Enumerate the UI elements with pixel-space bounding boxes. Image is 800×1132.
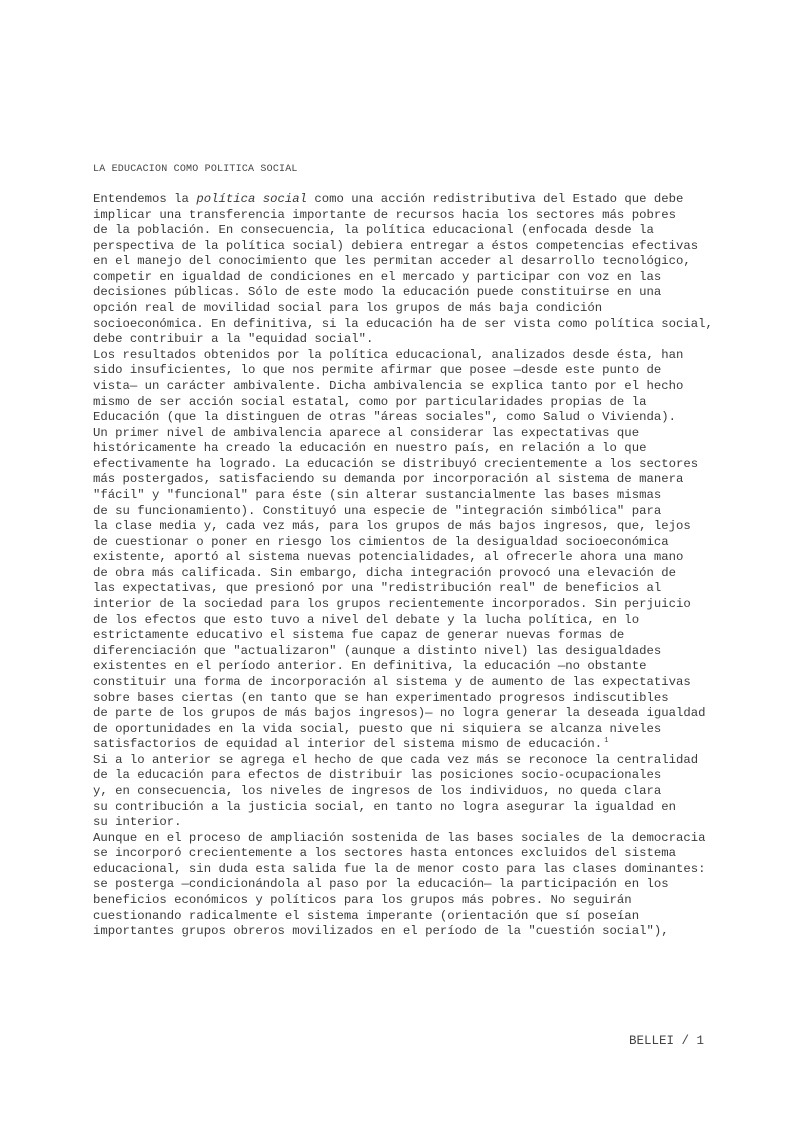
line-text: de oportunidades en la vida social, puesto que ni siquiera se alcanza niveles (93, 721, 662, 736)
line-text: Los resultados obtenidos por la política educacional, analizados desde ésta, han (93, 347, 684, 362)
body-line (93, 410, 723, 426)
body-line (93, 395, 723, 411)
line-text: existente, aportó al sistema nuevas potencialidades, al ofrecerle ahora una mano (93, 550, 684, 565)
document-body (93, 192, 723, 940)
body-line (93, 472, 723, 488)
line-text: perspectiva de la política social) debiera entregar a éstos competencias efectivas (93, 238, 699, 253)
body-line (93, 504, 723, 520)
body-line (93, 457, 723, 473)
line-text: Entendemos la (93, 192, 197, 206)
line-text: diferenciación que "actualizaron" (aunque a distinto nivel) las desigualdades (93, 643, 662, 658)
body-line (93, 363, 723, 379)
line-text: "fácil" y "funcional" para éste (sin alterar sustancialmente las bases mismas (93, 487, 662, 502)
line-text: competir en igualdad de condiciones en el mercado y participar con voz en las (93, 269, 662, 284)
body-line (93, 535, 723, 551)
line-text: satisfactorios de equidad al interior del sistema mismo de educación. (93, 737, 603, 752)
line-text: de cuestionar o poner en riesgo los cimientos de la desigualdad socioeconómica (93, 534, 669, 549)
line-text: de parte de los grupos de más bajos ingresos)— no logra generar la deseada igualdad (93, 706, 706, 721)
body-line (93, 285, 723, 301)
line-text: existentes en el período anterior. En definitiva, la educación —no obstante (93, 659, 647, 674)
body-line (93, 722, 723, 738)
line-text: mismo de ser acción social estatal, como por particularidades propias de la (93, 394, 647, 409)
body-line (93, 581, 723, 597)
body-line (93, 270, 723, 286)
line-text: opción real de movilidad social para los grupos de más baja condición (93, 301, 603, 316)
body-line (93, 768, 723, 784)
body-line (93, 862, 723, 878)
line-text: y, en consecuencia, los niveles de ingresos de los individuos, no queda clara (93, 783, 662, 798)
footnote-marker: 1 (604, 737, 609, 746)
body-line (93, 659, 723, 675)
body-line (93, 332, 723, 348)
line-text: cuestionando radicalmente el sistema imperante (orientación que sí poseían (93, 908, 640, 923)
body-line (93, 192, 723, 208)
line-text: constituir una forma de incorporación al sistema y de aumento de las expectativas (93, 674, 691, 689)
body-line (93, 691, 723, 707)
line-text: Si a lo anterior se agrega el hecho de que cada vez más se reconoce la centralidad (93, 752, 699, 767)
line-text: se posterga —condicionándola al paso por la educación— la participación en los (93, 877, 669, 892)
body-line (93, 239, 723, 255)
line-text: de obra más calificada. Sin embargo, dicha integración provocó una elevación de (93, 565, 676, 580)
body-line (93, 426, 723, 442)
body-line (93, 800, 723, 816)
body-line (93, 753, 723, 769)
body-line (93, 566, 723, 582)
body-line (93, 441, 723, 457)
body-line (93, 613, 723, 629)
body-line (93, 488, 723, 504)
body-line (93, 784, 723, 800)
line-text: como una acción redistributiva del Estado que debe (307, 192, 684, 206)
line-text: implicar una transferencia importante de recursos hacia los sectores más pobres (93, 207, 676, 222)
body-line (93, 379, 723, 395)
body-line (93, 348, 723, 364)
line-text: de los efectos que esto tuvo a nivel del debate y la lucha política, en lo (93, 612, 640, 627)
line-text: estrictamente educativo el sistema fue capaz de generar nuevas formas de (93, 628, 625, 643)
body-line (93, 317, 723, 333)
line-text: Aunque en el proceso de ampliación sostenida de las bases sociales de la democracia (93, 830, 706, 845)
line-text: en el manejo del conocimiento que les permitan acceder al desarrollo tecnológico, (93, 254, 691, 269)
line-text: sido insuficientes, lo que nos permite afirmar que posee —desde este punto de (93, 363, 662, 378)
line-text: interior de la sociedad para los grupos recientemente incorporados. Sin perjuicio (93, 597, 691, 612)
body-line (93, 208, 723, 224)
body-line (93, 301, 723, 317)
line-text: de la población. En consecuencia, la política educacional (enfocada desde la (93, 223, 654, 238)
line-text: efectivamente ha logrado. La educación se distribuyó crecientemente a los sectores (93, 456, 699, 471)
line-text: vista— un carácter ambivalente. Dicha ambivalencia se explica tanto por el hecho (93, 378, 684, 393)
line-text: su contribución a la justicia social, en tanto no logra asegurar la igualdad en (93, 799, 676, 814)
body-line (93, 846, 723, 862)
body-line (93, 815, 723, 831)
body-line (93, 877, 723, 893)
body-line (93, 597, 723, 613)
line-text: educacional, sin duda esta salida fue la de menor costo para las clases dominantes: (93, 861, 706, 876)
line-text: más postergados, satisfaciendo su demanda por incorporación al sistema de manera (93, 472, 684, 487)
line-text: beneficios económicos y políticos para los grupos más pobres. No seguirán (93, 893, 632, 908)
body-line (93, 737, 723, 753)
body-line (93, 254, 723, 270)
line-text: de su funcionamiento). Constituyó una especie de "integración simbólica" para (93, 503, 662, 518)
line-text: de la educación para efectos de distribuir las posiciones socio-ocupacionales (93, 768, 662, 783)
page-footer: BELLEI / 1 (628, 1034, 704, 1048)
emphasized-text: política social (196, 192, 308, 206)
line-text: Educación (que la distinguen de otras "áreas sociales", como Salud o Vivienda). (93, 410, 676, 425)
body-line (93, 628, 723, 644)
body-line (93, 550, 723, 566)
body-line (93, 706, 723, 722)
body-line (93, 893, 723, 909)
line-text: Un primer nivel de ambivalencia aparece al considerar las expectativas que (93, 425, 640, 440)
line-text: se incorporó crecientemente a los sectores hasta entonces excluidos del sistema (93, 846, 676, 861)
line-text: socioeconómica. En definitiva, si la educación ha de ser vista como política social, (93, 316, 713, 331)
line-text: decisiones públicas. Sólo de este modo la educación puede constituirse en una (93, 285, 662, 300)
body-line (93, 675, 723, 691)
line-text: su interior. (93, 815, 182, 830)
line-text: la clase media y, cada vez más, para los grupos de más bajos ingresos, que, lejos (93, 519, 691, 534)
body-line (93, 644, 723, 660)
document-heading: LA EDUCACION COMO POLITICA SOCIAL (93, 164, 298, 175)
line-text: debe contribuir a la "equidad social". (93, 332, 374, 347)
body-line (93, 924, 723, 940)
line-text: históricamente ha creado la educación en nuestro país, en relación a lo que (93, 441, 647, 456)
line-text: las expectativas, que presionó por una "redistribución real" de beneficios al (93, 581, 662, 596)
body-line (93, 831, 723, 847)
line-text: sobre bases ciertas (en tanto que se han experimentado progresos indiscutibles (93, 690, 669, 705)
body-line (93, 519, 723, 535)
body-line (93, 223, 723, 239)
line-text: importantes grupos obreros movilizados en el período de la "cuestión social"), (93, 924, 669, 939)
body-line (93, 909, 723, 925)
